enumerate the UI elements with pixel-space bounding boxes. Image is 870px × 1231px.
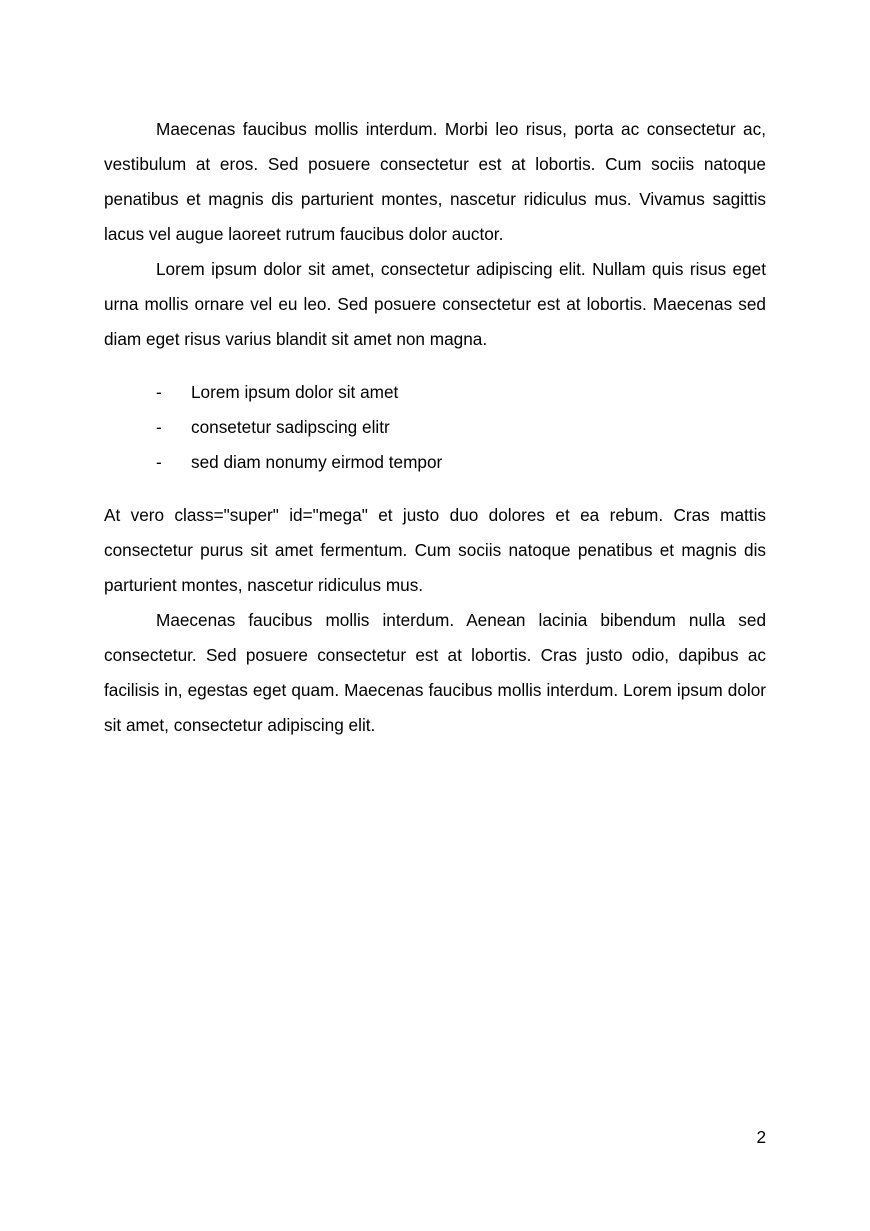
list-item: [104, 375, 766, 410]
dash-bullet-icon: -: [156, 382, 162, 402]
page-number: 2: [756, 1127, 766, 1147]
list-item: [104, 410, 766, 445]
paragraph: Lorem ipsum dolor sit amet, consectetur adipiscing elit. Nullam quis risus eget urna mollis ornare vel eu leo. Sed posuere consectetur est at lobortis. Maecenas sed diam eget risus varius blandit sit amet non magna.: [104, 259, 766, 349]
dash-bullet-icon: -: [156, 452, 162, 472]
list-item-text: sed diam nonumy eirmod tempor: [191, 452, 443, 472]
document-body: [104, 112, 766, 743]
bullet-list: [104, 375, 766, 480]
list-item-text: consetetur sadipscing elitr: [191, 417, 390, 437]
paragraph: Maecenas faucibus mollis interdum. Aenean lacinia bibendum nulla sed consectetur. Sed posuere consectetur est at lobortis. Cras justo odio, dapibus ac facilisis in, egestas eget quam. Maecenas faucibus mollis interdum. Lorem ipsum dolor sit amet, consectetur adipiscing elit.: [104, 610, 766, 735]
dash-bullet-icon: -: [156, 417, 162, 437]
paragraph: Maecenas faucibus mollis interdum. Morbi leo risus, porta ac consectetur ac, vestibulum at eros. Sed posuere consectetur est at lobortis. Cum sociis natoque penatibus et magnis dis parturient montes, nascetur ridiculus mus. Vivamus sagittis lacus vel augue laoreet rutrum faucibus dolor auctor.: [104, 119, 766, 244]
list-item: [104, 445, 766, 480]
list-item-text: Lorem ipsum dolor sit amet: [191, 382, 399, 402]
paragraph: At vero class="super" id="mega" et justo duo dolores et ea rebum. Cras mattis consectetur purus sit amet fermentum. Cum sociis natoque penatibus et magnis dis parturient montes, nascetur ridiculus mus.: [104, 505, 766, 595]
